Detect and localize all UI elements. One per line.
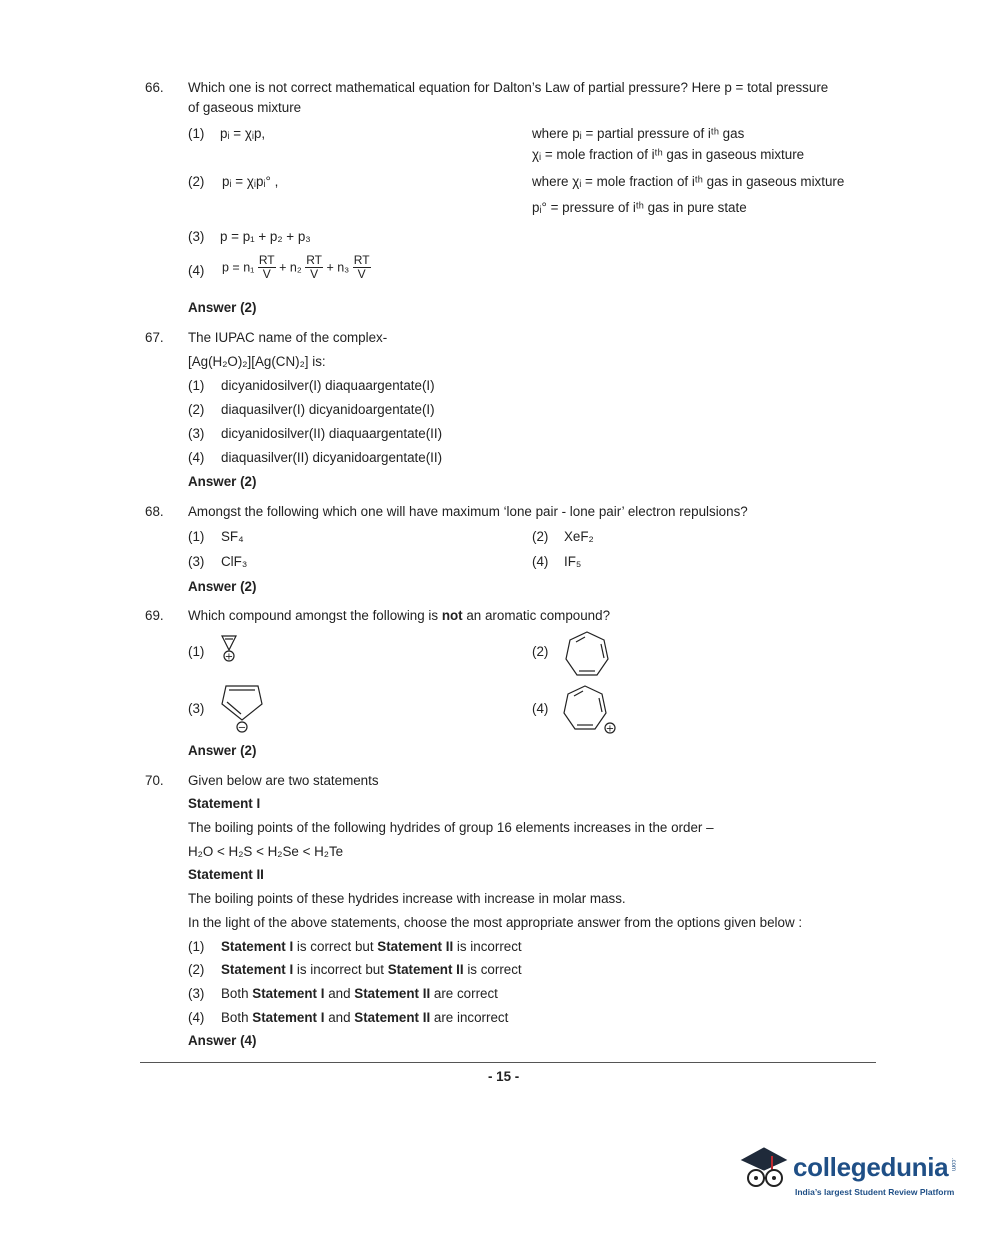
frac-denominator: V: [262, 267, 271, 281]
stmt-ref: Statement I: [221, 962, 294, 977]
q66-opt1-note1: where pᵢ = partial pressure of iᵗʰ gas: [532, 126, 745, 141]
q70-opt4: [221, 1010, 508, 1025]
q67-formula: [Ag(H₂O)₂][Ag(CN)₂] is:: [188, 354, 326, 369]
logo-com: .com: [950, 1158, 956, 1172]
opt-text: are incorrect: [430, 1010, 509, 1025]
q67-question: The IUPAC name of the complex-: [188, 330, 388, 345]
q70-statement1-text: The boiling points of the following hydrides of group 16 elements increases in the order –: [188, 820, 714, 835]
q66-opt2-label: (2): [188, 174, 205, 189]
q66-opt1-note2: χᵢ = mole fraction of iᵗʰ gas in gaseous mixture: [532, 147, 805, 162]
opt-text: and: [324, 986, 355, 1001]
q69-text-bold: not: [441, 608, 463, 623]
opt-text: is correct: [463, 962, 522, 977]
frac-numerator: RT: [258, 253, 275, 267]
q70-statement2-title: Statement II: [188, 867, 264, 882]
q69-question: [188, 608, 610, 623]
q66-number: 66.: [145, 80, 164, 95]
stmt-ref: Statement I: [221, 939, 294, 954]
q69-opt4-label: (4): [532, 701, 549, 716]
opt-text: Both: [221, 986, 253, 1001]
frac-denominator: V: [357, 267, 366, 281]
q66-opt4-frac3: [353, 254, 371, 281]
q68-answer: Answer (2): [188, 579, 257, 594]
ring-bond: [222, 636, 236, 650]
q66-opt1-label: (1): [188, 126, 205, 141]
opt-text: and: [324, 1010, 355, 1025]
q69-text-pre: Which compound amongst the following is: [188, 608, 442, 623]
q68-opt2-label: (2): [532, 529, 549, 544]
q66-opt4-frac2: [305, 254, 323, 281]
q66-opt4-n2: + n₂: [279, 260, 302, 275]
q67-opt3-label: (3): [188, 426, 205, 441]
double-bond: [599, 698, 602, 712]
logo-wordmark: collegedunia: [793, 1152, 949, 1182]
double-bond: [574, 691, 583, 696]
q69-text-post: an aromatic compound?: [462, 608, 611, 623]
double-bond: [576, 637, 585, 642]
logo-tagline: India’s largest Student Review Platform: [795, 1187, 955, 1197]
eye-icon: [754, 1176, 758, 1180]
plus-charge: +: [605, 723, 615, 735]
cycloheptatriene-ring-structure: [563, 630, 611, 678]
q69-answer: Answer (2): [188, 743, 257, 758]
frac-numerator: RT: [306, 253, 322, 267]
q68-opt2: XeF₂: [564, 529, 594, 544]
q66-opt3: p = p₁ + p₂ + p₃: [220, 229, 311, 244]
q66-opt4: [222, 254, 371, 281]
q70-question: Given below are two statements: [188, 773, 379, 788]
q68-question: Amongst the following which one will have maximum ‘lone pair - lone pair’ electron repulsions?: [188, 504, 748, 519]
opt-text: are correct: [430, 986, 498, 1001]
q70-opt2: [221, 962, 522, 977]
q70-instruction: In the light of the above statements, choose the most appropriate answer from the options given below :: [188, 915, 803, 930]
q70-number: 70.: [145, 773, 164, 788]
q66-opt2-note1: where χᵢ = mole fraction of iᵗʰ gas in gaseous mixture: [532, 174, 845, 189]
footer-divider: [140, 1062, 876, 1063]
q66-question-cont: of gaseous mixture: [188, 100, 302, 115]
q69-opt1-label: (1): [188, 644, 205, 659]
opt-text: is incorrect: [453, 939, 522, 954]
q66-opt1: pᵢ = χᵢp,: [220, 126, 266, 141]
opt-text: Both: [221, 1010, 253, 1025]
ring-bond: [564, 686, 606, 729]
eye-icon: [772, 1176, 776, 1180]
q67-number: 67.: [145, 330, 164, 345]
q68-number: 68.: [145, 504, 164, 519]
q67-opt2: diaquasilver(I) dicyanidoargentate(I): [221, 402, 435, 417]
q70-opt3-label: (3): [188, 986, 205, 1001]
opt-text: is correct but: [293, 939, 378, 954]
tropylium-cation-structure: [563, 684, 619, 736]
double-bond: [601, 644, 604, 658]
q70-opt4-label: (4): [188, 1010, 205, 1025]
q69-opt3-label: (3): [188, 701, 205, 716]
minus-charge: −: [237, 722, 247, 734]
cyclopropenyl-cation-structure: [220, 634, 240, 664]
q68-opt3-label: (3): [188, 554, 205, 569]
q69-number: 69.: [145, 608, 164, 623]
q67-opt2-label: (2): [188, 402, 205, 417]
double-bond: [227, 702, 241, 714]
q67-answer: Answer (2): [188, 474, 257, 489]
stmt-ref: Statement II: [354, 1010, 431, 1025]
frac-denominator: V: [310, 267, 319, 281]
q66-opt4-frac1: [258, 254, 276, 281]
stmt-ref: Statement I: [252, 1010, 325, 1025]
grad-cap-icon: [742, 1148, 786, 1170]
q67-opt3: dicyanidosilver(II) diaquaargentate(II): [221, 426, 443, 441]
q67-opt4-label: (4): [188, 450, 205, 465]
q69-opt2-label: (2): [532, 644, 549, 659]
collegedunia-mascot-icon: [736, 1138, 794, 1198]
plus-charge: +: [224, 651, 234, 663]
cyclopentadienyl-anion-structure: [220, 682, 264, 734]
q68-opt4: IF₅: [564, 554, 582, 569]
q67-opt1: dicyanidosilver(I) diaquaargentate(I): [221, 378, 435, 393]
opt-text: is incorrect but: [293, 962, 388, 977]
q70-statement1-title: Statement I: [188, 796, 261, 811]
q68-opt1-label: (1): [188, 529, 205, 544]
q66-opt4-label: (4): [188, 263, 205, 278]
frac-numerator: RT: [353, 253, 370, 267]
q67-opt4: diaquasilver(II) dicyanidoargentate(II): [221, 450, 443, 465]
stmt-ref: Statement I: [252, 986, 325, 1001]
q66-opt4-n3: + n₃: [326, 260, 350, 275]
stmt-ref: Statement II: [354, 986, 431, 1001]
q68-opt1: SF₄: [221, 529, 244, 544]
q70-opt1-label: (1): [188, 939, 205, 954]
q70-statement2-text: The boiling points of these hydrides increase with increase in molar mass.: [188, 891, 626, 906]
q70-opt1: [221, 939, 522, 954]
q68-opt3: ClF₃: [221, 554, 248, 569]
q70-opt2-label: (2): [188, 962, 205, 977]
q66-opt2: pᵢ = χᵢpᵢ° ,: [222, 174, 279, 189]
ring-bond: [566, 632, 608, 675]
q67-opt1-label: (1): [188, 378, 205, 393]
q66-answer: Answer (2): [188, 300, 257, 315]
stmt-ref: Statement II: [387, 962, 464, 977]
q70-opt3: [221, 986, 498, 1001]
page-number: - 15 -: [488, 1069, 520, 1084]
q66-opt4-lhs: p = n₁: [222, 260, 255, 275]
q68-opt4-label: (4): [532, 554, 549, 569]
q66-question: Which one is not correct mathematical equation for Dalton’s Law of partial pressure? Here p = total pressure: [188, 80, 829, 95]
q70-statement1-order: H₂O < H₂S < H₂Se < H₂Te: [188, 844, 344, 859]
q66-opt2-note2: pᵢ° = pressure of iᵗʰ gas in pure state: [532, 200, 747, 215]
q70-answer: Answer (4): [188, 1033, 257, 1048]
q66-opt3-label: (3): [188, 229, 205, 244]
stmt-ref: Statement II: [377, 939, 454, 954]
